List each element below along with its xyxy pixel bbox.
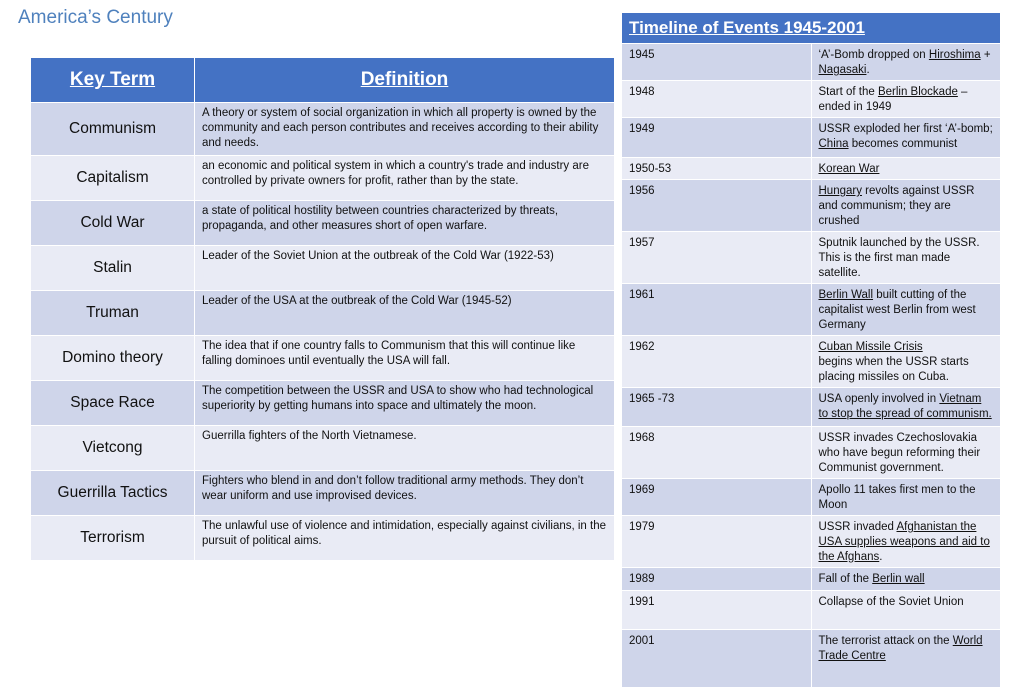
timeline-event-text: – ended in 1949 [818,86,968,113]
timeline-event [811,516,1001,568]
timeline-event-text: USSR invades Czechoslovakia who have begun reforming their Communist government. [818,432,981,474]
timeline-year: 1965 -73 [622,388,812,427]
definition-header: Definition [195,58,615,103]
timeline-event [811,284,1001,336]
timeline-event-text: USSR exploded her first ‘A’-bomb; [818,123,993,135]
timeline-event-text: . [879,551,883,563]
timeline-event [811,118,1001,158]
timeline-year: 1991 [622,591,812,630]
timeline-event-text: ‘A’-Bomb dropped on [818,49,929,61]
timeline-event-underlined-text: Cuban Missile Crisis [818,341,923,353]
timeline-event-text: Fall of the [818,573,873,585]
key-term-row [31,103,615,156]
timeline-event-text: built cutting of the capitalist west Berlin from west Germany [818,289,976,331]
timeline-row [622,630,1001,688]
key-term: Capitalism [31,156,195,201]
timeline-row [622,118,1001,158]
key-term-row [31,291,615,336]
timeline-year: 1956 [622,180,812,232]
timeline-event [811,81,1001,118]
timeline-event-underlined-text: World Trade Centre [818,635,983,662]
timeline-event [811,44,1001,81]
timeline-event-text: USSR invaded [818,521,897,533]
key-term-definition: Leader of the Soviet Union at the outbreak of the Cold War (1922-53) [195,246,615,291]
timeline-event [811,630,1001,688]
timeline-event-underlined-text: Vietnam to stop the spread of communism. [818,393,992,420]
timeline-row [622,180,1001,232]
timeline-row [622,516,1001,568]
timeline-title: Timeline of Events 1945-2001 [622,13,1001,44]
timeline-year: 1989 [622,568,812,591]
timeline-row [622,591,1001,630]
timeline-event-text: The terrorist attack on the [818,635,953,647]
timeline-event-text: + [980,49,991,61]
key-term: Vietcong [31,426,195,471]
timeline-event [811,568,1001,591]
key-term-definition: Fighters who blend in and don’t follow traditional army methods. They don’t wear uniform and use improvised devices. [195,471,615,516]
timeline-event-underlined-text: Berlin Wall [818,289,874,301]
key-term-row [31,381,615,426]
key-terms-header-row [31,58,615,103]
timeline-row [622,81,1001,118]
timeline-year: 1949 [622,118,812,158]
key-term-row [31,156,615,201]
key-term-definition: Guerrilla fighters of the North Vietnamese. [195,426,615,471]
key-term-definition: Leader of the USA at the outbreak of the Cold War (1945-52) [195,291,615,336]
key-term-row [31,471,615,516]
timeline-row [622,284,1001,336]
key-term: Cold War [31,201,195,246]
timeline-year: 1957 [622,232,812,284]
key-term: Communism [31,103,195,156]
timeline-row [622,388,1001,427]
key-term-row [31,246,615,291]
key-term: Stalin [31,246,195,291]
timeline-event-text: becomes communist [848,138,958,150]
timeline-event-text: Sputnik launched by the USSR. This is the first man made satellite. [818,237,980,279]
timeline-year: 1948 [622,81,812,118]
timeline-event [811,591,1001,630]
key-term: Guerrilla Tactics [31,471,195,516]
timeline-event-text: . [866,64,870,76]
timeline-event-text: begins when the USSR starts placing missiles on Cuba. [818,356,969,383]
timeline-row [622,568,1001,591]
timeline-year: 2001 [622,630,812,688]
timeline-year: 1969 [622,479,812,516]
timeline-event-text: Start of the [818,86,878,98]
key-term-definition: The unlawful use of violence and intimidation, especially against civilians, in the pursuit of political aims. [195,516,615,561]
timeline-event-text: revolts against USSR and communism; they are crushed [818,185,975,227]
timeline-table [621,12,1001,688]
timeline-event-underlined-text: Korean War [818,163,880,175]
timeline-event-underlined-text: Berlin Blockade [877,86,958,98]
timeline-year: 1962 [622,336,812,388]
key-term-header: Key Term [31,58,195,103]
timeline-year: 1979 [622,516,812,568]
timeline-event [811,427,1001,479]
timeline-event-underlined-text: Hungary [818,185,862,197]
key-term: Space Race [31,381,195,426]
key-term-definition: The idea that if one country falls to Communism that this will continue like falling dominoes until eventually the USA will fall. [195,336,615,381]
timeline-event-text: USA openly involved in [818,393,940,405]
timeline-row [622,336,1001,388]
key-term: Domino theory [31,336,195,381]
timeline-year: 1945 [622,44,812,81]
timeline-event-underlined-text: Nagasaki [818,64,867,76]
key-term-definition: A theory or system of social organization in which all property is owned by the community and each person contributes and receives according to their ability and needs. [195,103,615,156]
key-term: Truman [31,291,195,336]
key-term-definition: a state of political hostility between countries characterized by threats, propaganda, and other measures short of open warfare. [195,201,615,246]
key-term: Terrorism [31,516,195,561]
timeline-row [622,479,1001,516]
timeline-event [811,388,1001,427]
timeline-event [811,479,1001,516]
key-term-definition: an economic and political system in which a country's trade and industry are controlled by private owners for profit, rather than by the state. [195,156,615,201]
timeline-event [811,180,1001,232]
timeline-event [811,336,1001,388]
timeline-event-underlined-text: Hiroshima [928,49,981,61]
page-title: America’s Century [18,7,173,28]
key-term-row [31,336,615,381]
timeline-header-row [622,13,1001,44]
key-terms-table [30,57,615,561]
timeline-row [622,232,1001,284]
timeline-event-text: Apollo 11 takes first men to the Moon [818,484,976,511]
timeline-row [622,44,1001,81]
timeline-row [622,158,1001,180]
key-term-definition: The competition between the USSR and USA to show who had technological superiority by getting humans into space and ultimately the moon. [195,381,615,426]
key-term-row [31,516,615,561]
timeline-year: 1961 [622,284,812,336]
timeline-event-underlined-text: Berlin wall [872,573,925,585]
key-term-row [31,201,615,246]
timeline-event [811,232,1001,284]
timeline-event-underlined-text: China [818,138,849,150]
timeline-event-underlined-text: Afghanistan the USA supplies weapons and aid to the Afghans [818,521,990,563]
timeline-row [622,427,1001,479]
timeline-year: 1950-53 [622,158,812,180]
timeline-event [811,158,1001,180]
timeline-year: 1968 [622,427,812,479]
timeline-event-text: Collapse of the Soviet Union [818,596,964,608]
key-term-row [31,426,615,471]
